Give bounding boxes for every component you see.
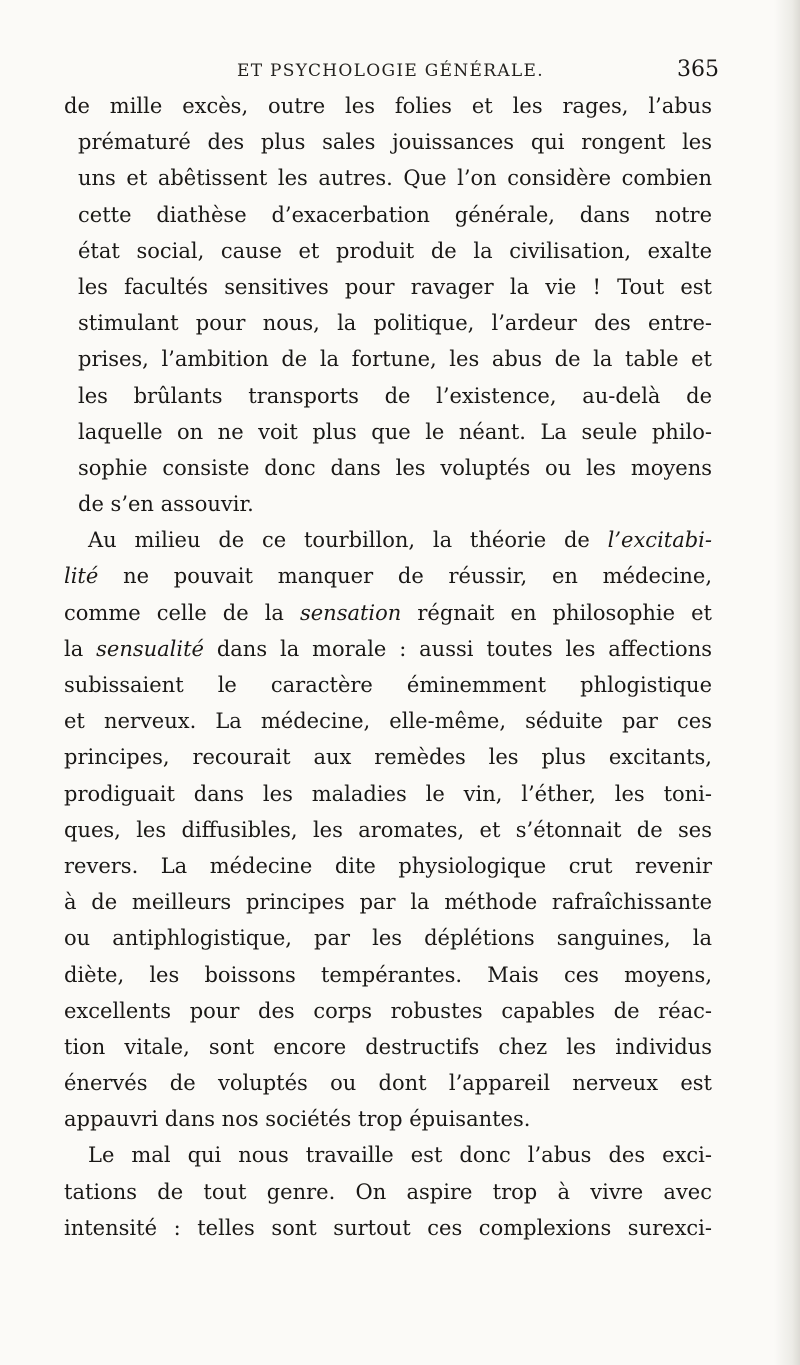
text-run: comme celle de la [64, 600, 300, 625]
text-line: stimulant pour nous, la politique, l’ardeur des entre- [78, 311, 712, 336]
text-line: appauvri dans nos sociétés trop épuisantes. [64, 1107, 531, 1132]
text-run: la [64, 636, 97, 661]
text-line: tion vitale, sont encore destructifs chez les individus [64, 1034, 712, 1059]
text-line: excellents pour des corps robustes capables de réac- [64, 998, 712, 1023]
text-line: principes, recourait aux remèdes les plus excitants, [64, 745, 712, 770]
text-line: état social, cause et produit de la civilisation, exalte [78, 238, 712, 263]
text-line [64, 522, 712, 558]
text-line: tations de tout genre. On aspire trop à vivre avec [64, 1179, 712, 1204]
text-line: sophie consiste donc dans les voluptés ou les moyens [78, 455, 712, 480]
text-line: prématuré des plus sales jouissances qui rongent les [78, 130, 712, 155]
text-line: prodiguait dans les maladies le vin, l’éther, les toni- [64, 781, 712, 806]
text-line: Le mal qui nous travaille est donc l’abus des exci- [88, 1143, 712, 1168]
text-line [64, 595, 712, 631]
text-line: ou antiphlogistique, par les déplétions sanguines, la [64, 926, 712, 951]
text-run: régnait en philosophie et [401, 600, 712, 625]
text-line: laquelle on ne voit plus que le néant. La seule philo- [78, 419, 712, 444]
text-line: ques, les diffusibles, les aromates, et s’étonnait de ses [64, 817, 712, 842]
text-run: Au milieu de ce tourbillon, la théorie de [88, 528, 608, 553]
running-title: ET PSYCHOLOGIE GÉNÉRALE. [237, 61, 544, 81]
text-line: intensité : telles sont surtout ces complexions surexci- [64, 1215, 712, 1240]
text-line: revers. La médecine dite physiologique crut revenir [64, 853, 712, 878]
text-line [64, 558, 712, 594]
text-line: à de meilleurs principes par la méthode rafraîchissante [64, 890, 712, 915]
body-text [64, 88, 712, 1246]
text-run: dans la morale : aussi toutes les affections [203, 636, 712, 661]
text-line: cette diathèse d’exacerbation générale, dans notre [78, 202, 712, 227]
text-line: uns et abêtissent les autres. Que l’on considère combien [78, 166, 712, 191]
text-line: diète, les boissons tempérantes. Mais ces moyens, [64, 962, 712, 987]
text-line: et nerveux. La médecine, elle-même, séduite par ces [64, 709, 712, 734]
text-run: ne pouvait manquer de réussir, en médecine, [98, 564, 712, 589]
italic-term: lité [64, 564, 99, 589]
italic-term: sensation [299, 600, 402, 625]
page-number: 365 [677, 57, 719, 82]
page-edge-shadow [774, 0, 800, 1365]
text-line: de mille excès, outre les folies et les rages, l’abus [64, 94, 712, 118]
text-line: prises, l’ambition de la fortune, les abus de la table et [78, 347, 712, 372]
italic-term: l’excitabi- [607, 528, 712, 553]
text-line: les brûlants transports de l’existence, au-delà de [78, 383, 712, 408]
italic-term: sensualité [96, 636, 204, 661]
text-line: subissaient le caractère éminemment phlogistique [64, 673, 712, 697]
text-line: énervés de voluptés ou dont l’appareil nerveux est [64, 1071, 712, 1096]
text-line [64, 631, 712, 667]
text-line: les facultés sensitives pour ravager la vie ! Tout est [78, 274, 712, 299]
text-line: de s’en assouvir. [78, 492, 254, 517]
